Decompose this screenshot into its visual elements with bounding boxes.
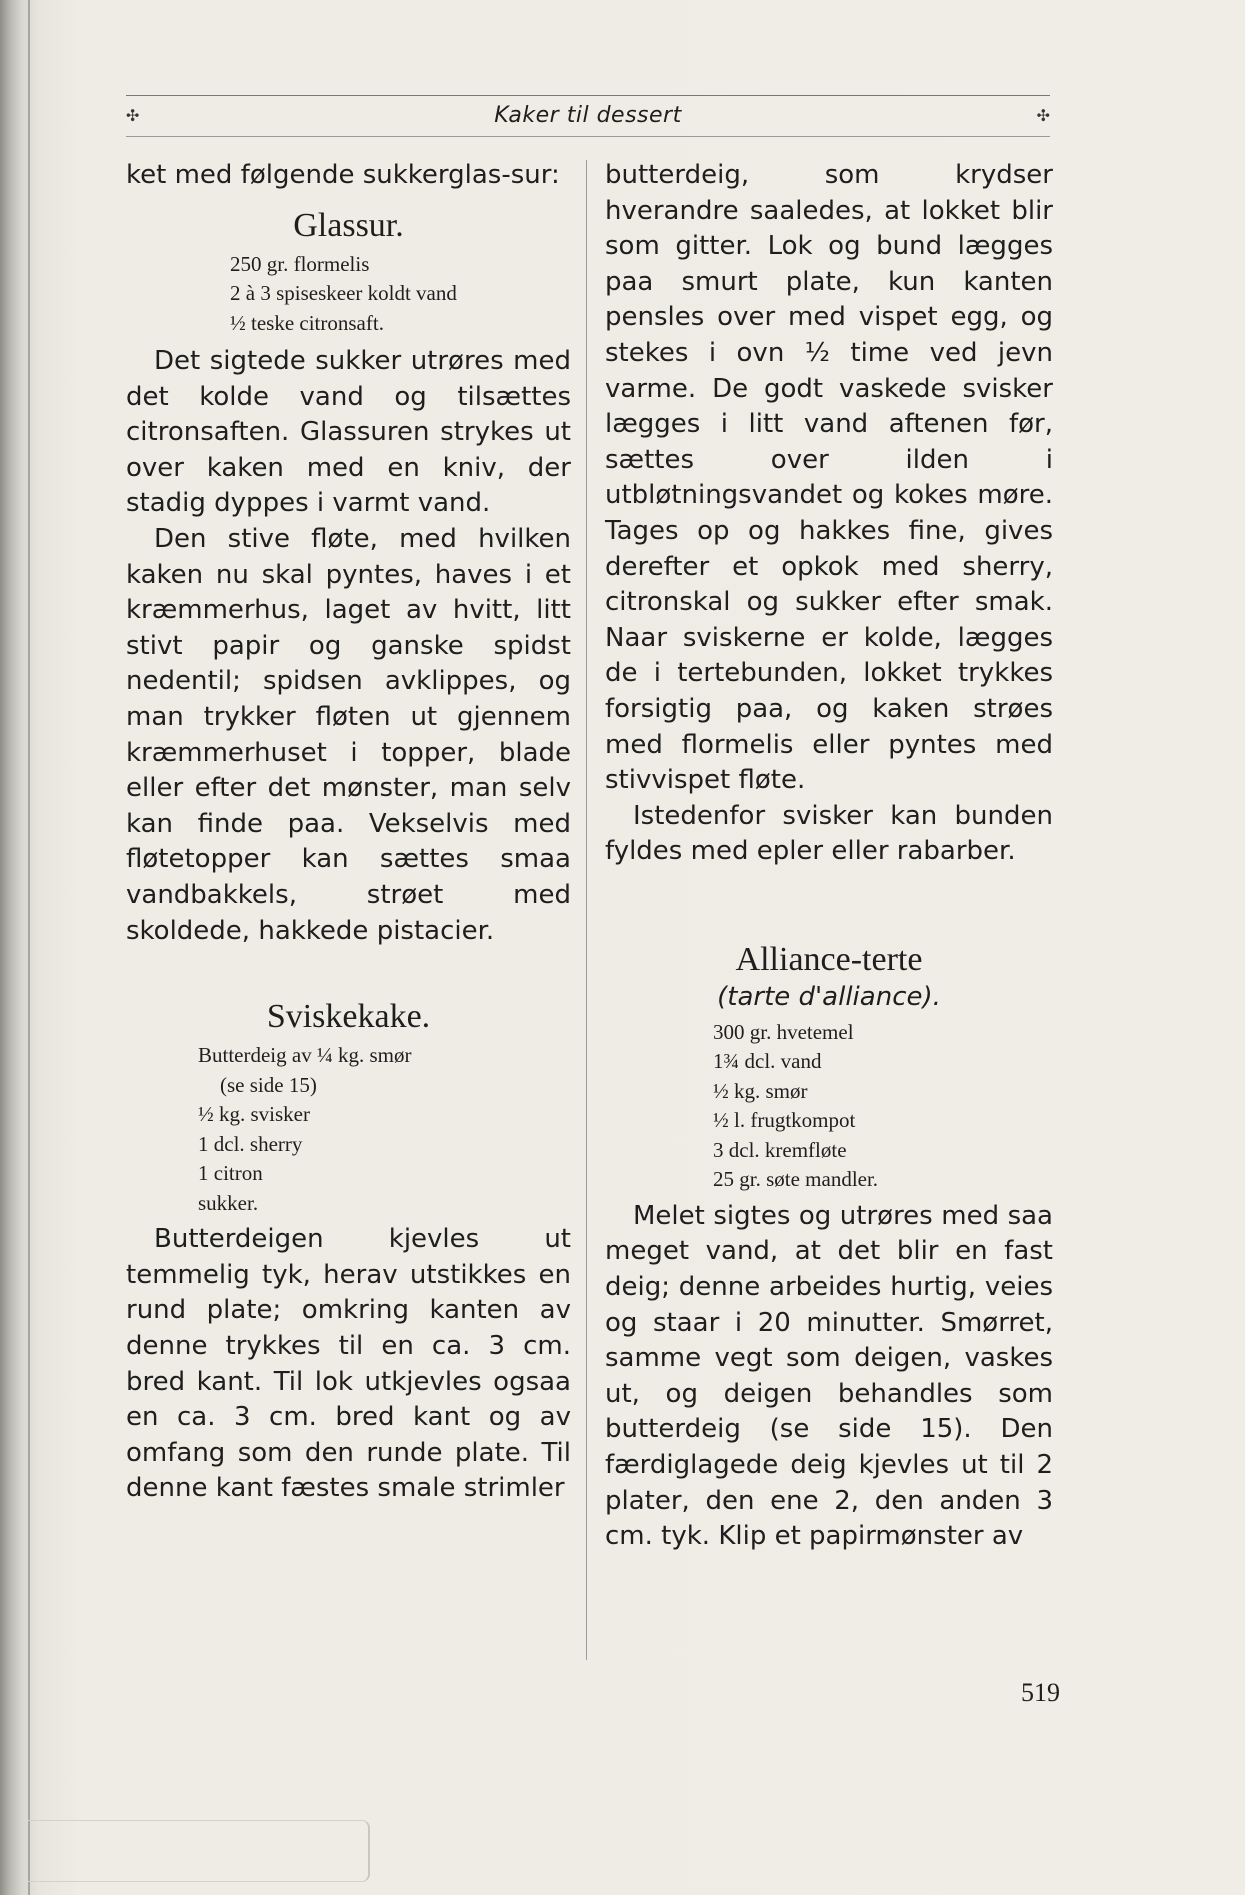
sviskekake-ingredients [198,1041,571,1218]
alliance-ingredients [713,1018,1053,1195]
glassur-paragraph: Det sigtede sukker utrøres med det kolde vand og tilsættes citronsaften. Glassuren strykes ut over kaken med en kniv, der stadig dyppes i varmt vand. [126,346,571,519]
binding-edge [28,0,30,1895]
sviskekake-continued: butterdeig, som krydser hverandre saaledes, at lokket blir som gitter. Lok og bund lægges paa smurt plate, kun kanten pensles over med vispet egg, og stekes i ovn ½ time ved jevn varme. De godt vaskede svisker lægges i litt vand aftenen før, sættes over ilden i utbløtningsvandet og kokes møre. Tages op og hakkes fine, gives derefter et opkok med sherry, citronskal og sukker efter smak. Naar sviskerne er kolde, lægges de i tertebunden, lokket trykkes forsigtig paa, og kaken strøes med flormelis eller pyntes med stivvispet fløte. [605,160,1053,796]
ornament-left-icon: ✣ [126,106,140,125]
alliance-paragraph: Melet sigtes og utrøres med saa meget vand, at det blir en fast deig; denne arbeides hurtig, veies og staar i 20 minutter. Smørret, samme vegt som deigen, vaskes ut, og deigen behandles som butterdeig (se side 15). Den færdiglagede deig kjevles ut til 2 plater, den ene 2, den anden 3 cm. tyk. Klip et papirmønster av [605,1200,1053,1552]
right-column [605,158,1053,1555]
running-header [126,95,1050,137]
ingredient: (se side 15) [220,1072,317,1097]
ingredient: ½ l. frugtkompot [713,1108,856,1133]
sviskekake-title: Sviskekake. [266,998,431,1036]
ingredient: 1 citron [198,1161,263,1186]
glassur-ingredients [230,250,571,339]
ingredient: 250 gr. flormelis [230,251,370,276]
ingredient: 3 dcl. kremfløte [713,1137,847,1162]
column-divider [586,160,587,1660]
ingredient: ½ teske citronsaft. [230,310,384,335]
sviskekake-paragraph: Butterdeigen kjevles ut temmelig tyk, herav utstikkes en rund plate; omkring kanten av denne trykkes til en ca. 3 cm. bred kant. Til lok utkjevles ogsaa en ca. 3 cm. bred kant og av omfang som den runde plate. Til denne kant fæstes smale strimler [126,1224,571,1504]
intro-text: ket med følgende sukkerglas-sur: [126,160,560,190]
sviskekake-note: Istedenfor svisker kan bunden fyldes med epler eller rabarber. [605,800,1053,867]
ingredient: 2 à 3 spiseskeer koldt vand [230,281,457,306]
ornament-right-icon: ✣ [1036,106,1050,125]
alliance-subtitle: (tarte d'alliance). [717,981,941,1012]
page-tab-edge [28,1820,370,1882]
alliance-title: Alliance-terte [735,940,923,978]
ingredient: ½ kg. svisker [198,1102,310,1127]
ingredient: 300 gr. hvetemel [713,1019,854,1044]
left-column [126,158,571,1507]
ingredient: Butterdeig av ¼ kg. smør [198,1043,412,1068]
glassur-paragraph: Den stive fløte, med hvilken kaken nu skal pyntes, haves i et kræmmerhus, laget av hvitt, litt stivt papir og ganske spidst nedentil; spidsen avklippes, og man trykker fløten ut gjennem kræmmerhuset i topper, blade eller efter det mønster, man selv kan finde paa. Vekselvis med fløtetopper kan sættes smaa vandbakkels, strøet med skoldede, hakkede pistacier. [126,524,571,946]
glassur-title: Glassur. [293,206,404,244]
ingredient: ½ kg. smør [713,1078,808,1103]
ingredient: 1¾ dcl. vand [713,1049,822,1074]
ingredient: 25 gr. søte mandler. [713,1167,879,1192]
ingredient: sukker. [198,1190,259,1215]
header-title: Kaker til dessert [494,103,682,128]
page-number: 519 [1021,1678,1060,1707]
ingredient: 1 dcl. sherry [198,1131,303,1156]
